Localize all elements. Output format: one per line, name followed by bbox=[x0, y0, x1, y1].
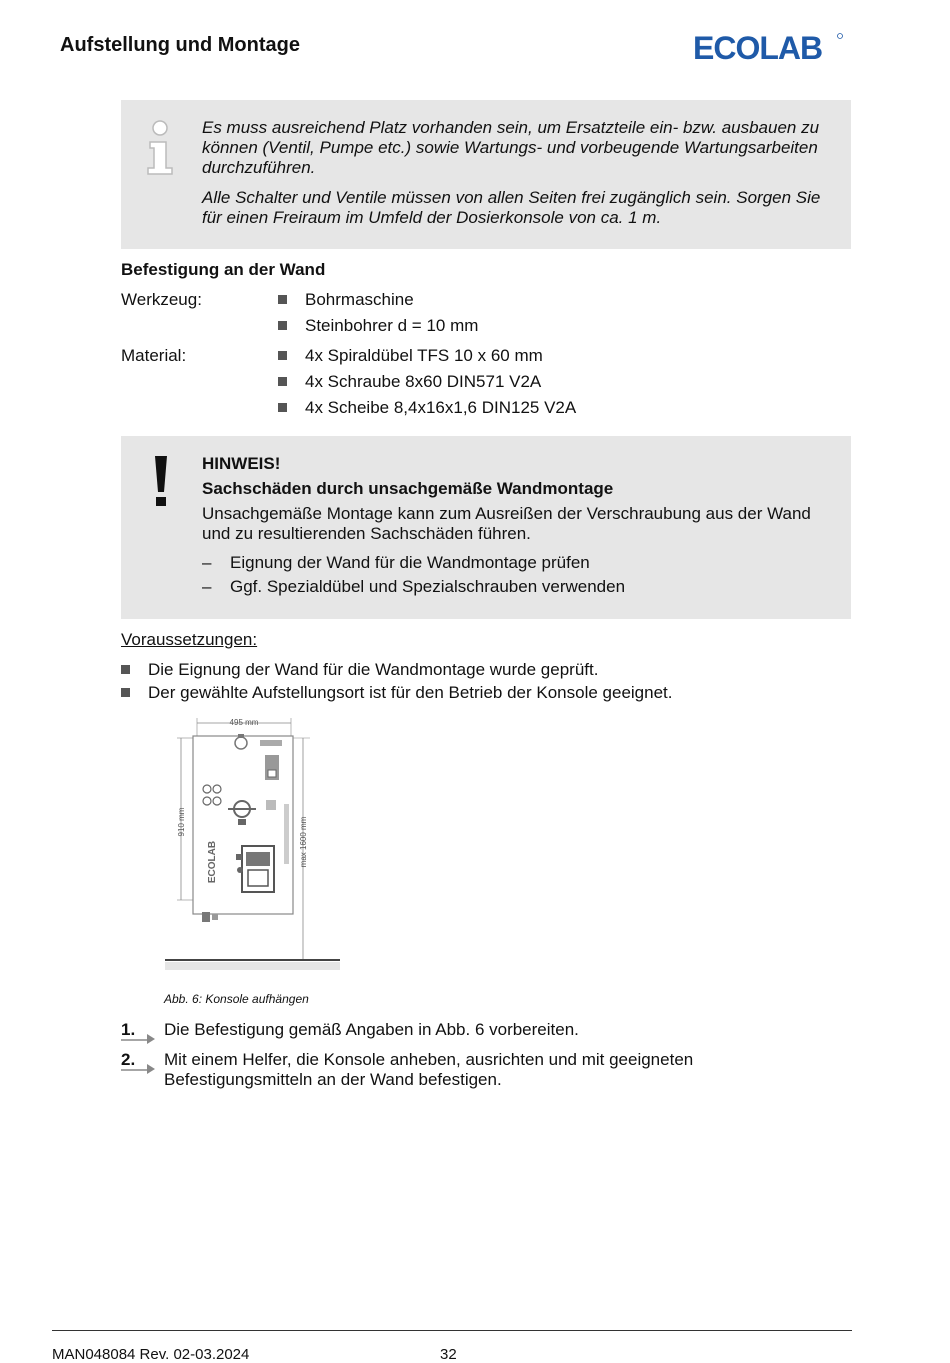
panel-logo-label: ECOLAB bbox=[207, 840, 218, 884]
notice-measure: – Eignung der Wand für die Wandmontage prüfen bbox=[202, 553, 590, 572]
bullet-square-icon bbox=[121, 688, 130, 697]
bullet-square-icon bbox=[278, 321, 287, 330]
bullet-square-icon bbox=[121, 665, 130, 674]
prerequisites-title: Voraussetzungen: bbox=[121, 630, 258, 649]
material-item: 4x Scheibe 8,4x16x1,6 DIN125 V2A bbox=[278, 398, 576, 418]
material-item: 4x Spiraldübel TFS 10 x 60 mm bbox=[278, 346, 543, 366]
info-paragraph-2: Alle Schalter und Ventile müssen von allen Seiten frei zugänglich sein. Sorgen Sie für einen Freiraum im Umfeld der Dosierkonsole von ca. 1 m. bbox=[202, 188, 821, 227]
step-number: 1. bbox=[121, 1020, 136, 1039]
notice-title: Sachschäden durch unsachgemäße Wandmontage bbox=[202, 479, 614, 498]
height-dimension-label: 910 mm bbox=[177, 807, 186, 837]
info-paragraph-1: Es muss ausreichend Platz vorhanden sein, um Ersatzteile ein- bzw. ausbauen zu können (Ventil, Pumpe etc.) sowie Wartungs- und vorbeugende Wartungsarbeiten durchzuführen. bbox=[202, 118, 820, 177]
footer-document-id: MAN048084 Rev. 02-03.2024 bbox=[52, 1346, 250, 1363]
width-dimension-label: 495 mm bbox=[229, 718, 259, 727]
figure-caption: Abb. 6: Konsole aufhängen bbox=[164, 992, 309, 1006]
bullet-square-icon bbox=[278, 403, 287, 412]
prerequisite-item: Die Eignung der Wand für die Wandmontage wurde geprüft. bbox=[121, 660, 598, 680]
notice-body: Unsachgemäße Montage kann zum Ausreißen der Verschraubung aus der Wand und zu resultierenden Sachschäden führen. bbox=[202, 504, 811, 543]
material-label: Material: bbox=[121, 346, 187, 365]
svg-text:ECOLAB: ECOLAB bbox=[693, 30, 823, 64]
bullet-square-icon bbox=[278, 377, 287, 386]
info-note-text bbox=[202, 118, 832, 238]
footer-divider bbox=[52, 1330, 852, 1331]
page-header-title: Aufstellung und Montage bbox=[60, 34, 300, 56]
tools-label: Werkzeug: bbox=[121, 290, 202, 309]
footer-page-number: 32 bbox=[440, 1346, 457, 1363]
step-arrow-icon bbox=[121, 1062, 157, 1074]
notice-signal-word: HINWEIS! bbox=[202, 454, 281, 473]
notice-measure: – Ggf. Spezialdübel und Spezialschrauben verwenden bbox=[202, 577, 626, 596]
console-mounting-figure bbox=[160, 712, 370, 982]
bullet-square-icon bbox=[278, 295, 287, 304]
notice-text bbox=[202, 454, 832, 597]
step-arrow-icon bbox=[121, 1032, 157, 1044]
material-item: 4x Schraube 8x60 DIN571 V2A bbox=[278, 372, 541, 392]
step-text: Mit einem Helfer, die Konsole anheben, ausrichten und mit geeigneten Befestigungsmitteln an der Wand befestigen. bbox=[164, 1050, 694, 1089]
section-title: Befestigung an der Wand bbox=[121, 260, 326, 279]
step-number: 2. bbox=[121, 1050, 136, 1069]
bullet-square-icon bbox=[278, 351, 287, 360]
ecolab-logo bbox=[693, 30, 843, 64]
max-height-label: max 1600 mm bbox=[299, 816, 308, 868]
step-text: Die Befestigung gemäß Angaben in Abb. 6 vorbereiten. bbox=[164, 1020, 579, 1039]
tool-item: Steinbohrer d = 10 mm bbox=[278, 316, 478, 336]
tool-item: Bohrmaschine bbox=[278, 290, 414, 310]
exclamation-icon bbox=[146, 452, 176, 512]
prerequisite-item: Der gewählte Aufstellungsort ist für den Betrieb der Konsole geeignet. bbox=[121, 683, 673, 703]
info-icon bbox=[142, 118, 178, 178]
